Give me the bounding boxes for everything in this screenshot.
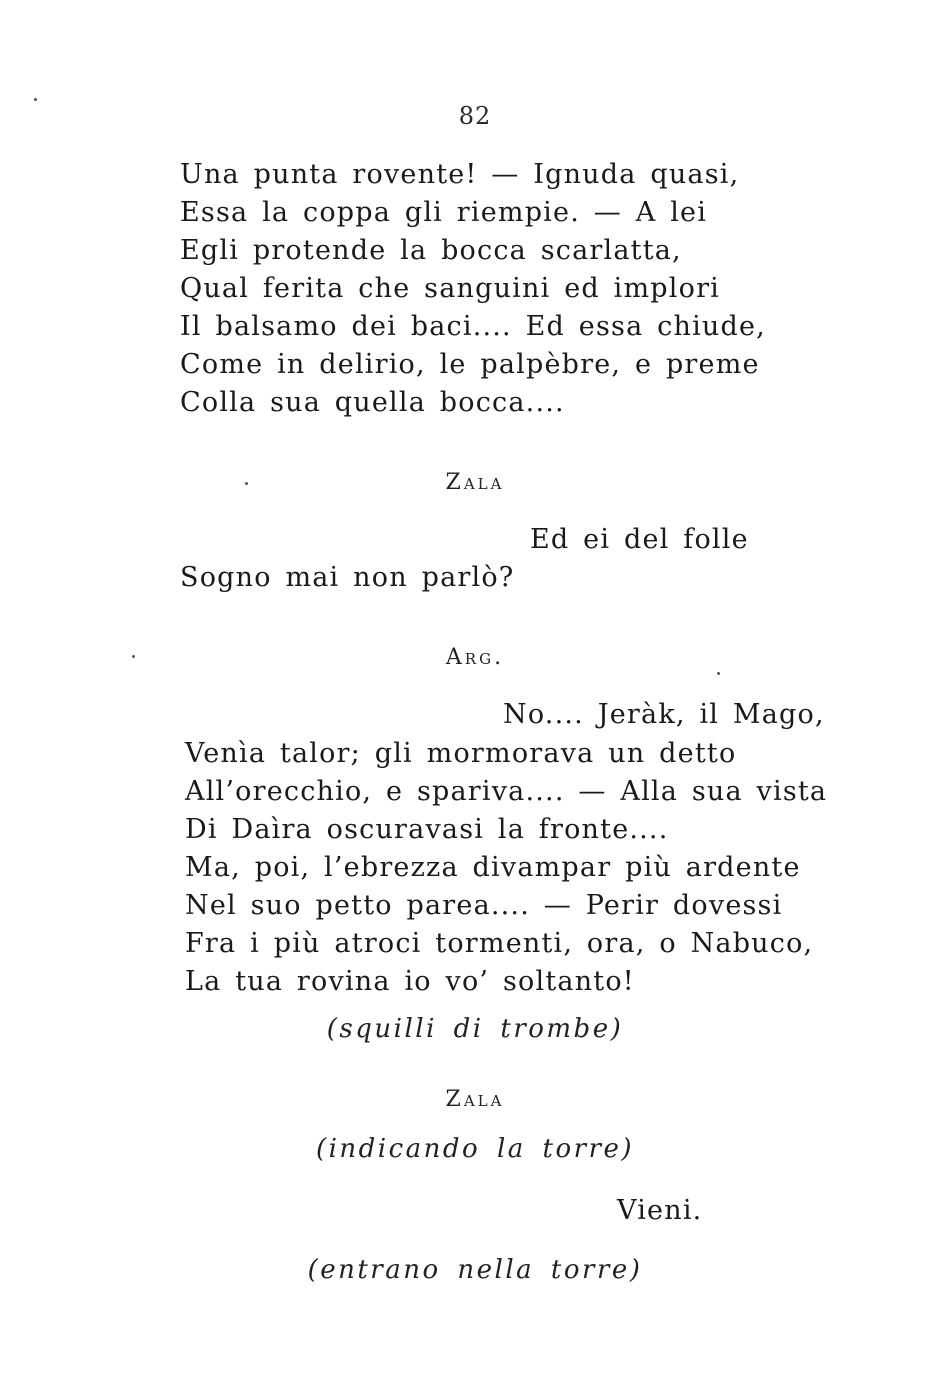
verse-line: Venìa talor; gli mormorava un detto: [185, 738, 737, 769]
stage-direction: (indicando la torre): [315, 1134, 635, 1164]
paper-speck: [717, 672, 720, 675]
verse-line: Sogno mai non parlò?: [180, 562, 515, 593]
verse-line: Vieni.: [617, 1195, 703, 1226]
stage-direction: (entrano nella torre): [307, 1255, 643, 1285]
speaker-name: Arg.: [445, 645, 505, 670]
verse-line: Ma, poi, l’ebrezza divampar più ardente: [185, 852, 801, 883]
verse-block-3: [185, 735, 827, 1001]
speaker-name: Zala: [445, 1087, 505, 1112]
verse-line: Di Daìra oscuravasi la fronte....: [185, 814, 669, 845]
verse-line: Egli protende la bocca scarlatta,: [180, 235, 682, 266]
verse-line: Fra i più atroci tormenti, ora, o Nabuco,: [185, 928, 814, 959]
verse-line: Colla sua quella bocca....: [180, 387, 565, 418]
verse-line: Qual ferita che sanguini ed implori: [180, 273, 721, 304]
speaker-name: Zala: [445, 470, 505, 495]
paper-speck: [34, 98, 37, 101]
verse-line: Una punta rovente! — Ignuda quasi,: [180, 159, 740, 190]
verse-block-1: [180, 156, 766, 422]
verse-line: No.... Jeràk, il Mago,: [503, 699, 825, 730]
page-number: 82: [458, 102, 492, 130]
verse-line: All’orecchio, e spariva.... — Alla sua vista: [185, 776, 828, 807]
verse-line: Come in delirio, le palpèbre, e preme: [180, 349, 760, 380]
verse-line: La tua rovina io vo’ soltanto!: [185, 966, 635, 997]
verse-line: Ed ei del folle: [530, 524, 749, 555]
verse-line: Il balsamo dei baci.... Ed essa chiude,: [180, 311, 766, 342]
verse-line: Essa la coppa gli riempie. — A lei: [180, 197, 708, 228]
stage-direction: (squilli di trombe): [326, 1014, 624, 1044]
verse-line: Nel suo petto parea.... — Perir dovessi: [185, 890, 783, 921]
